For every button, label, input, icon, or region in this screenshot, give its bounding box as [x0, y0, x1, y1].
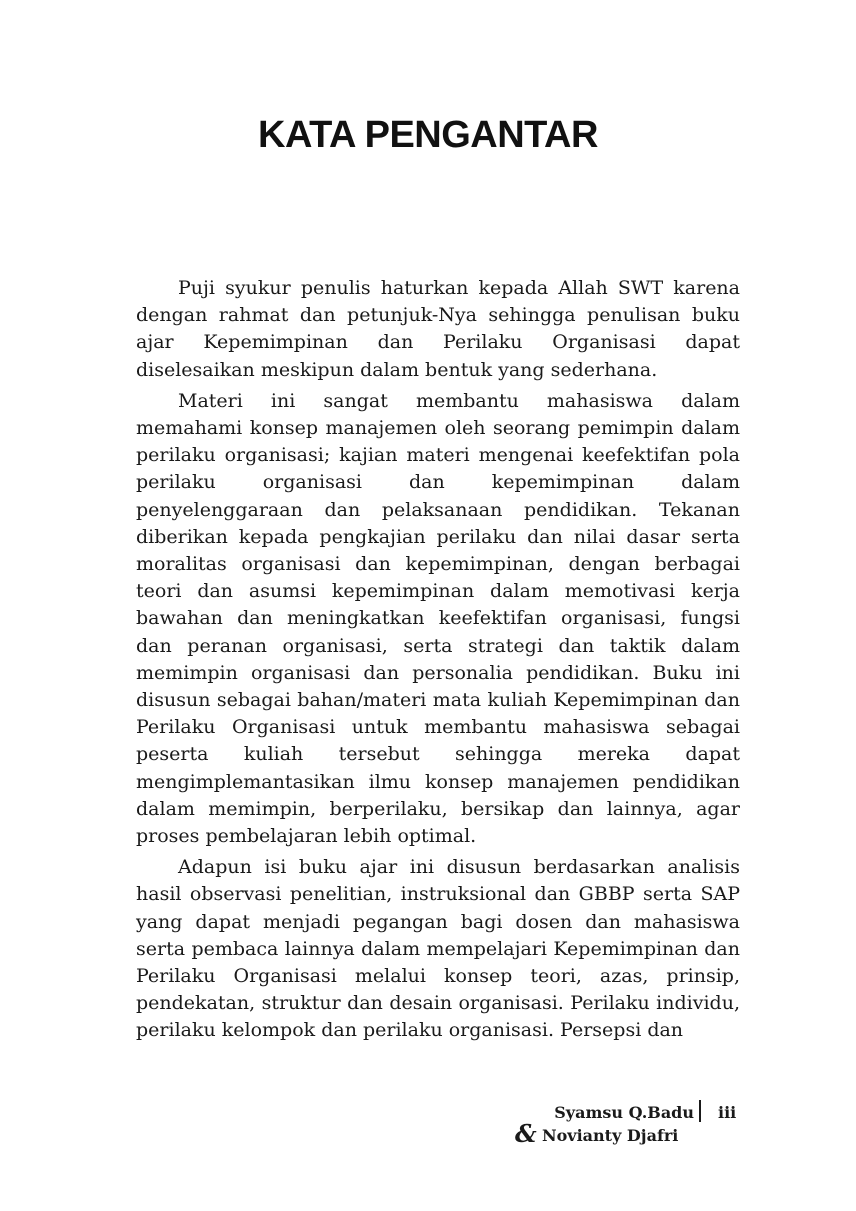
- page-number: iii: [718, 1103, 737, 1122]
- footer-author-1: Syamsu Q.Badu: [554, 1103, 694, 1122]
- page-title: KATA PENGANTAR: [258, 114, 598, 156]
- footer-ampersand: &: [515, 1119, 537, 1148]
- page-footer: [0, 1100, 856, 1160]
- paragraph: Puji syukur penulis haturkan kepada Allah SWT karena dengan rahmat dan petunjuk-Nya sehingga penulisan buku ajar Kepemimpinan dan Perilaku Organisasi dapat diselesaikan meskipun dalam bentuk yang sederhana.: [136, 277, 740, 381]
- footer-divider: [699, 1100, 701, 1122]
- paragraph: Adapun isi buku ajar ini disusun berdasarkan analisis hasil observasi penelitian, instruksional dan GBBP serta SAP yang dapat menjadi pegangan bagi dosen dan mahasiswa serta pembaca lainnya dalam mempelajari Kepemimpinan dan Perilaku Organisasi melalui konsep teori, azas, prinsip, pendekatan, struktur dan desain organisasi. Perilaku individu, perilaku kelompok dan perilaku organisasi. Persepsi dan: [136, 856, 740, 1042]
- body-text: [136, 275, 740, 1049]
- paragraph: Materi ini sangat membantu mahasiswa dalam memahami konsep manajemen oleh seorang pemimpin dalam perilaku organisasi; kajian materi mengenai keefektifan pola perilaku organisasi dan kepemimpinan dalam penyelenggaraan dan pelaksanaan pendidikan. Tekanan diberikan kepada pengkajian perilaku dan nilai dasar serta moralitas organisasi dan kepemimpinan, dengan berbagai teori dan asumsi kepemimpinan dalam memotivasi kerja bawahan dan meningkatkan keefektifan organisasi, fungsi dan peranan organisasi, serta strategi dan taktik dalam memimpin organisasi dan personalia pendidikan. Buku ini disusun sebagai bahan/materi mata kuliah Kepemimpinan dan Perilaku Organisasi untuk membantu mahasiswa sebagai peserta kuliah tersebut sehingga mereka dapat mengimplemantasikan ilmu konsep manajemen pendidikan dalam memimpin, berperilaku, bersikap dan lainnya, agar proses pembelajaran lebih optimal.: [136, 389, 740, 848]
- footer-author-2: Novianty Djafri: [542, 1126, 679, 1145]
